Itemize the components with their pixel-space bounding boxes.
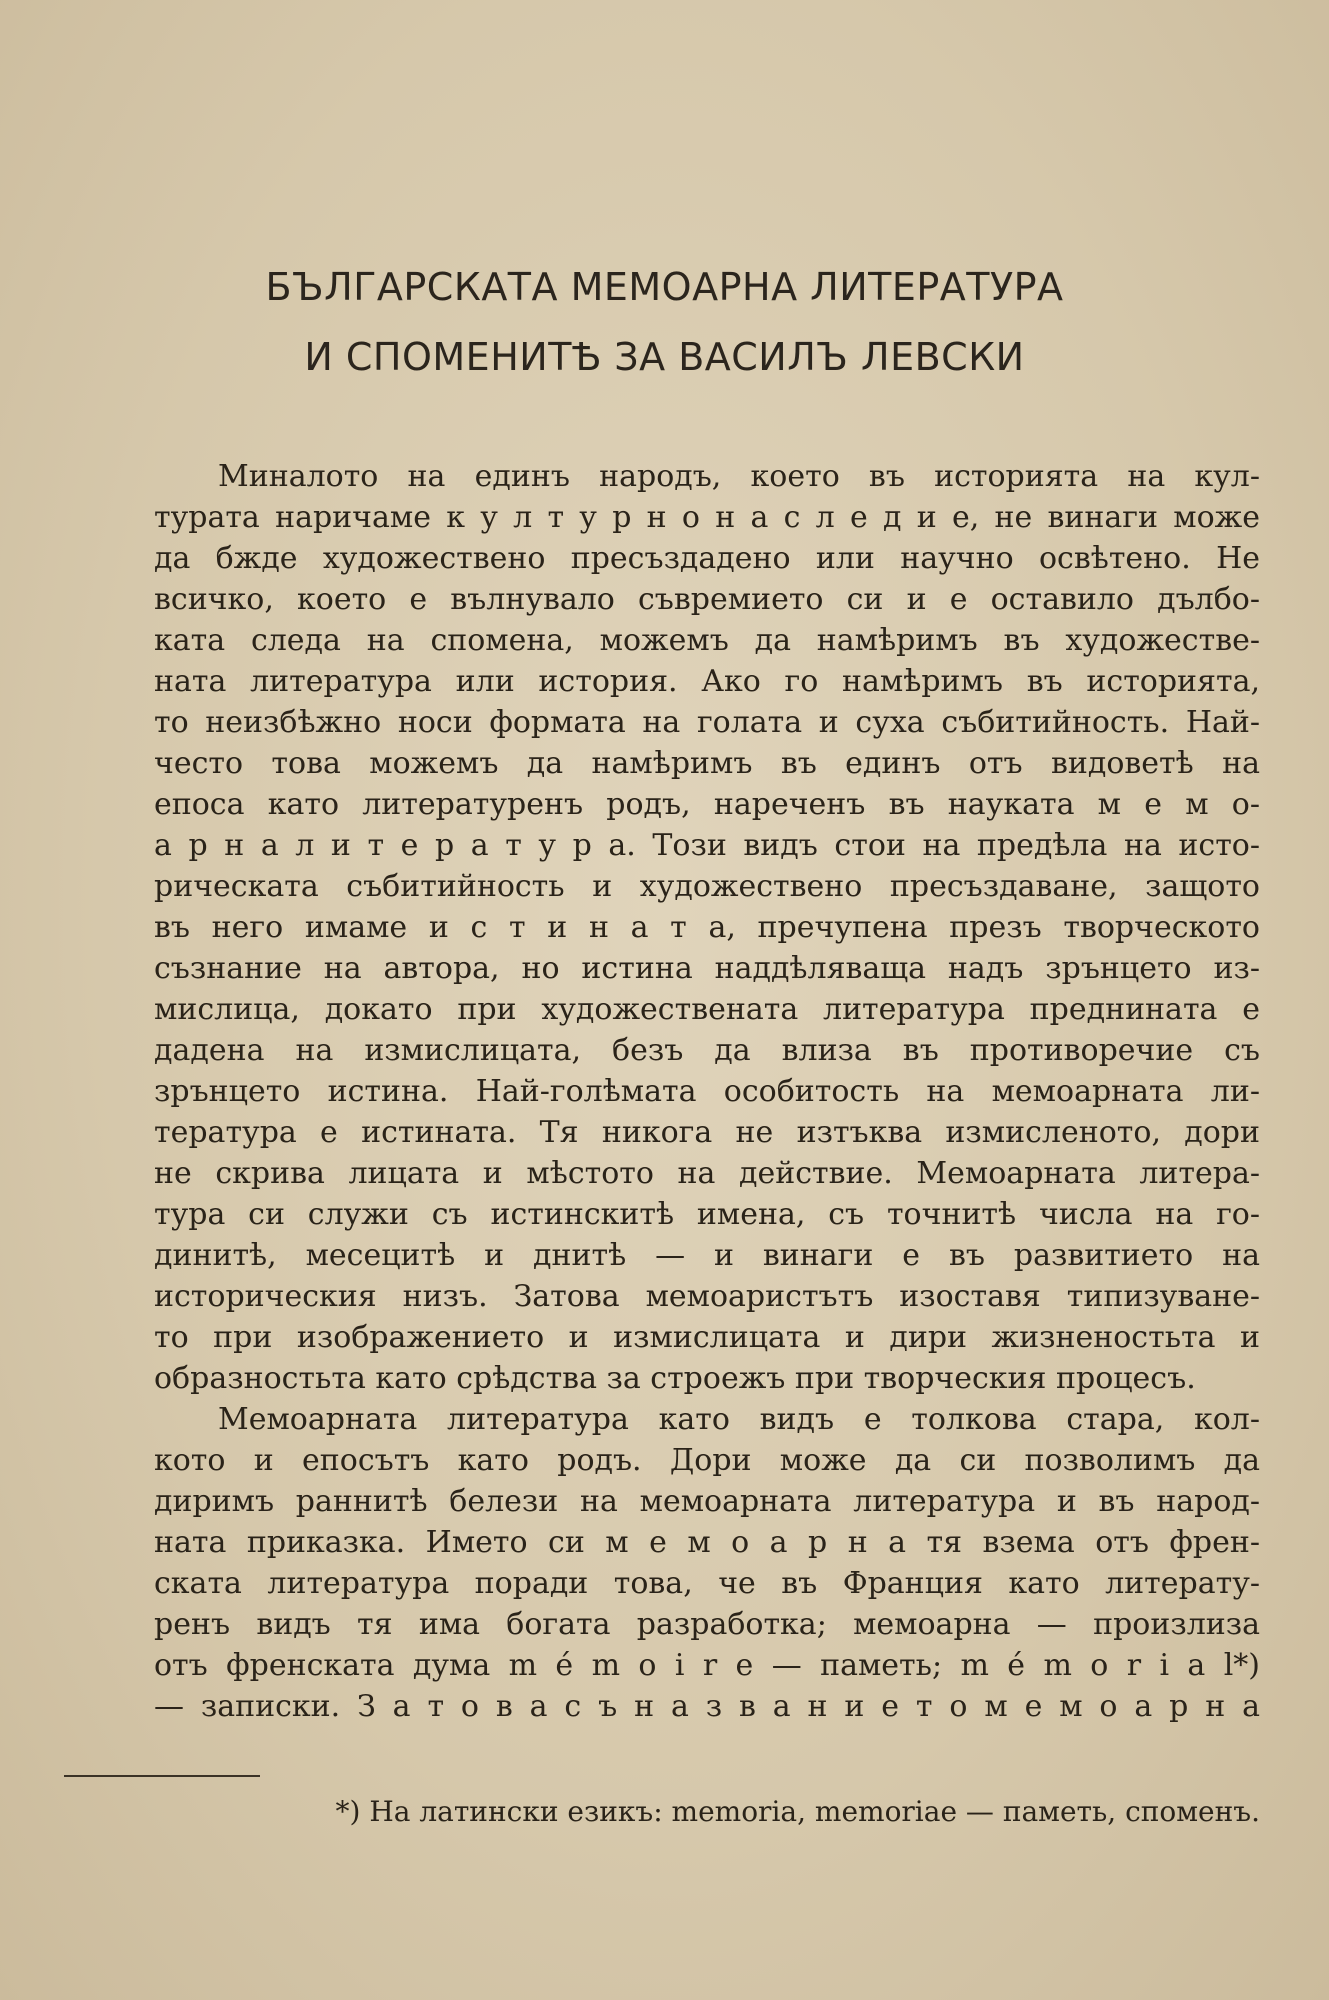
text-line: — записки. З а т о в а с ъ н а з в а н и е т о м е м о а р н а (154, 1689, 1260, 1724)
text-line: ренъ видъ тя има богата разработка; мемоарна — произлиза (154, 1607, 1260, 1642)
text-line: тература е истината. Тя никога не изтъква измисленото, дори (154, 1115, 1260, 1150)
title-line-1: БЪЛГАРСКАТА МЕМОАРНА ЛИТЕРАТУРА (265, 265, 1064, 309)
text-line: то неизбѣжно носи формата на голата и суха събитийность. Най- (154, 705, 1260, 740)
text-line: Миналото на единъ народъ, което въ историята на кул- (218, 459, 1260, 494)
text-line: динитѣ, месецитѣ и днитѣ — и винаги е въ развитието на (154, 1238, 1260, 1273)
text-line: отъ френската дума m é m o i r e — паметь; m é m o r i a l*) (154, 1648, 1260, 1683)
title-line-2: И СПОМЕНИТѢ ЗА ВАСИЛЪ ЛЕВСКИ (304, 335, 1025, 379)
text-line: епоса като литературенъ родъ, нареченъ въ науката м е м о- (154, 787, 1260, 822)
text-line: зрънцето истина. Най-голѣмата особитость на мемоарната ли- (154, 1074, 1260, 1109)
text-line: ната литература или история. Ако го намѣримъ въ историята, (154, 664, 1260, 699)
footnote: *) На латински езикъ: memoria, memoriae — паметь, споменъ. (335, 1795, 1260, 1828)
text-line: тура си служи съ истинскитѣ имена, съ точнитѣ числа на го- (154, 1197, 1260, 1232)
chapter-title (0, 252, 1329, 392)
text-line: а р н а л и т е р а т у р а. Този видъ стои на предѣла на исто- (154, 828, 1260, 863)
text-line: то при изображението и измислицата и дири жизненостьта и (154, 1320, 1260, 1355)
text-line: ката следа на спомена, можемъ да намѣримъ въ художестве- (154, 623, 1260, 658)
text-line: ната приказка. Името си м е м о а р н а тя взема отъ френ- (154, 1525, 1260, 1560)
footnote-divider (64, 1775, 260, 1777)
text-line: често това можемъ да намѣримъ въ единъ отъ видоветѣ на (154, 746, 1260, 781)
text-line: въ него имаме и с т и н а т а, пречупена презъ творческото (154, 910, 1260, 945)
text-line: ската литература поради това, че въ Франция като литерату- (154, 1566, 1260, 1601)
text-line: не скрива лицата и мѣстото на действие. Мемоарната литера- (154, 1156, 1260, 1191)
text-line: мислица, докато при художествената литература преднината е (154, 992, 1260, 1027)
text-line: турата наричаме к у л т у р н о н а с л е д и е, не винаги може (154, 500, 1260, 535)
text-line: кото и епосътъ като родъ. Дори може да си позволимъ да (154, 1443, 1260, 1478)
text-line: съзнание на автора, но истина наддѣляваща надъ зрънцето из- (154, 951, 1260, 986)
text-line: Мемоарната литература като видъ е толкова стара, кол- (218, 1402, 1260, 1437)
text-line: всичко, което е вълнувало съвремието си и е оставило дълбо- (154, 582, 1260, 617)
text-line: рическата събитийность и художествено пресъздаване, защото (154, 869, 1260, 904)
text-line: да бжде художествено пресъздадено или научно освѣтено. Не (154, 541, 1260, 576)
text-line: историческия низъ. Затова мемоаристътъ изоставя типизуване- (154, 1279, 1260, 1314)
text-line: образностьта като срѣдства за строежъ при творческия процесъ. (154, 1361, 1196, 1396)
body-text (154, 456, 1260, 1727)
text-line: диримъ раннитѣ белези на мемоарната литература и въ народ- (154, 1484, 1260, 1519)
text-line: дадена на измислицата, безъ да влиза въ противоречие съ (154, 1033, 1260, 1068)
